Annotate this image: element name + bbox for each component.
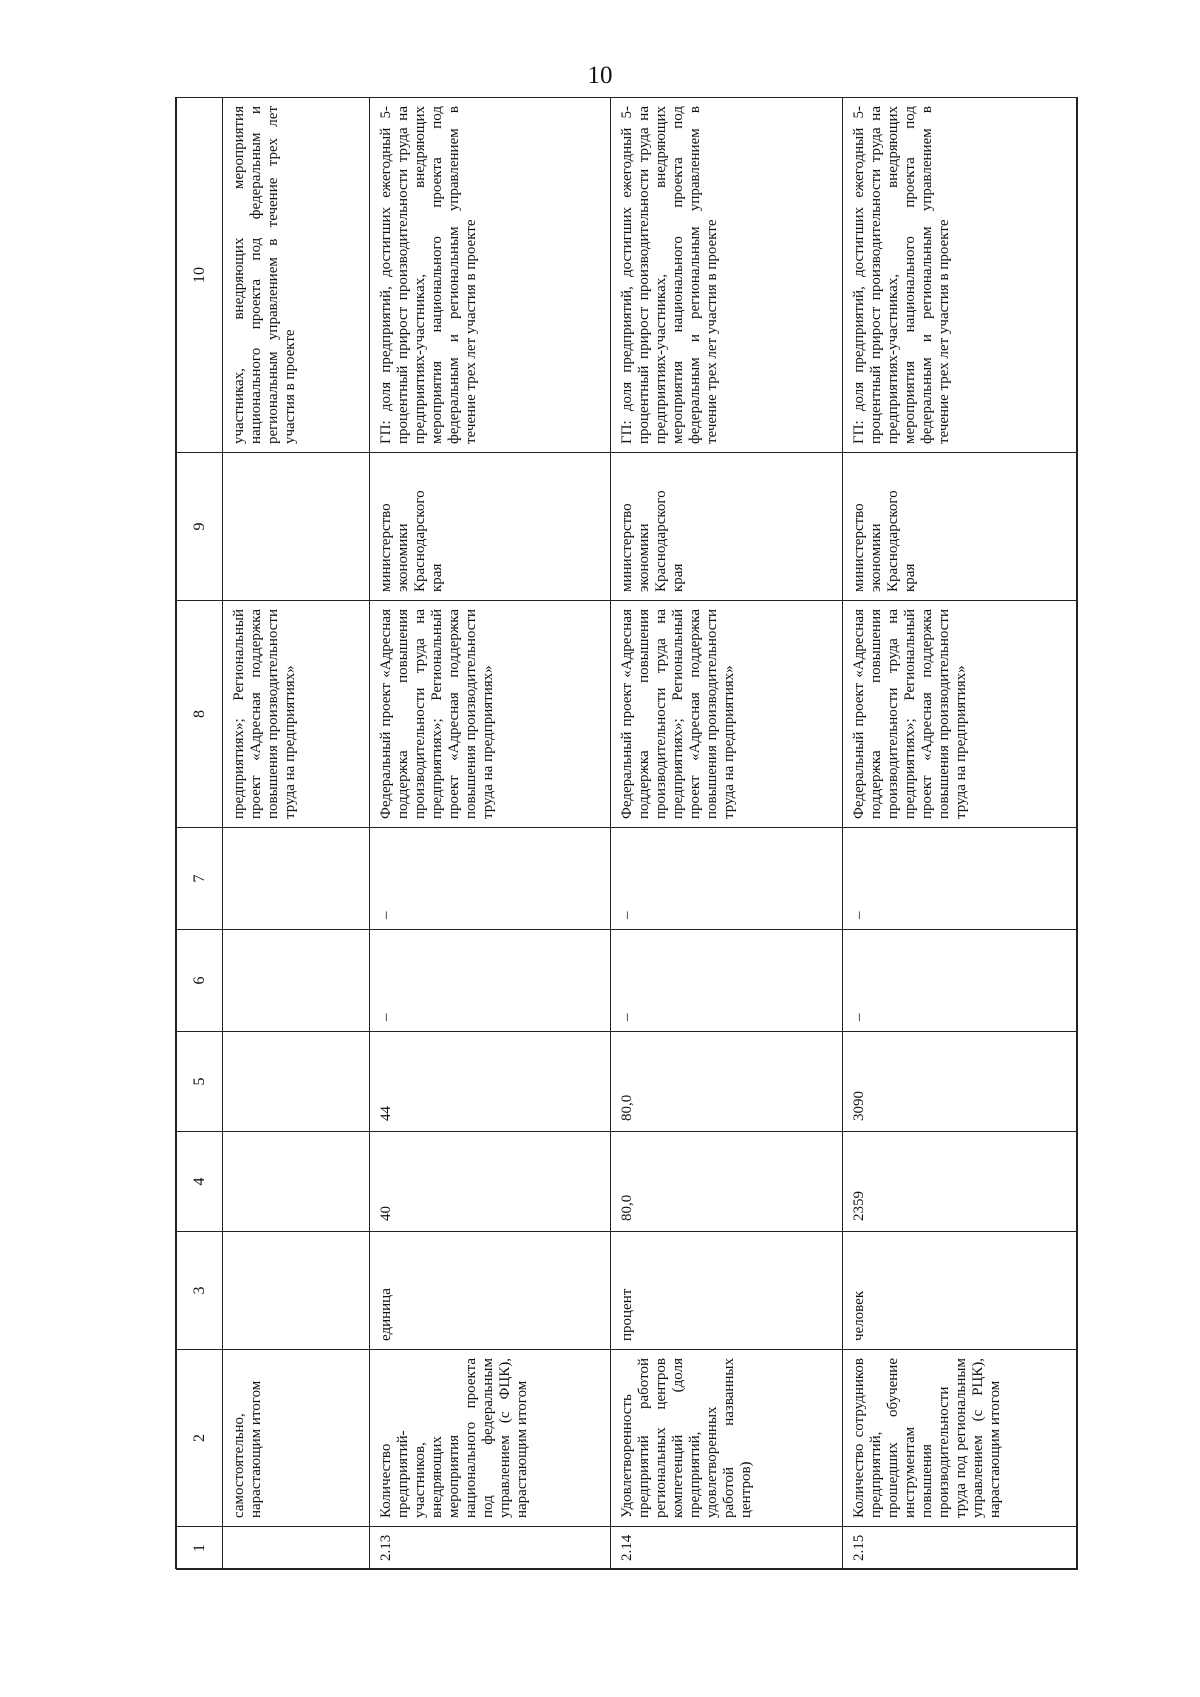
table-header-row <box>177 98 223 1570</box>
responsible-cell: министерство экономики Краснодарского края <box>843 453 1078 601</box>
project-cell: предприятиях»; Региональный проект «Адресная поддержка повышения производительности труда на предприятиях» <box>223 601 370 828</box>
header-cell-5: 5 <box>177 1032 223 1132</box>
indicators-table-frame <box>175 97 1077 1569</box>
header-cell-2: 2 <box>177 1350 223 1527</box>
header-cell-10: 10 <box>177 98 223 453</box>
table-row <box>610 98 843 1570</box>
relation-cell: участниках, внедряющих мероприятия национального проекта под федеральным и региональным управлением в течение трех лет участия в проекте <box>223 98 370 453</box>
header-cell-8: 8 <box>177 601 223 828</box>
indicators-table <box>176 97 1078 1570</box>
value-cell-col5: 80,0 <box>610 1032 843 1132</box>
value-cell-col4 <box>223 1132 370 1232</box>
indicator-name-cell: Удовлетворенность предприятий работой региональных центров компетенций (доля предприятий, удовлетворенных работой названных центров) <box>610 1350 843 1527</box>
responsible-cell <box>223 453 370 601</box>
value-cell-col5: 44 <box>370 1032 611 1132</box>
header-cell-3: 3 <box>177 1232 223 1350</box>
unit-cell: человек <box>843 1232 1078 1350</box>
unit-cell <box>223 1232 370 1350</box>
row-number-cell <box>223 1527 370 1570</box>
indicator-name-cell: Количество предприятий-участников, внедряющих мероприятия национального проекта под федеральным управлением (с ФЦК), нарастающим итогом <box>370 1350 611 1527</box>
value-cell-col6 <box>223 930 370 1032</box>
unit-cell: единица <box>370 1232 611 1350</box>
value-cell-col7 <box>223 828 370 930</box>
value-cell-col6: – <box>610 930 843 1032</box>
relation-cell: ГП: доля предприятий, достигших ежегодный 5-процентный прирост производительности труда на предприятиях-участниках, внедряющих мероприятия национального проекта под федеральным и региональным управлением в течение трех лет участия в проекте <box>843 98 1078 453</box>
project-cell: Федеральный проект «Адресная поддержка повышения производительности труда на предприятиях»; Региональный проект «Адресная поддержка повышения производительности труда на предприятиях» <box>610 601 843 828</box>
value-cell-col5 <box>223 1032 370 1132</box>
header-cell-1: 1 <box>177 1527 223 1570</box>
row-number-cell: 2.15 <box>843 1527 1078 1570</box>
value-cell-col7: – <box>843 828 1078 930</box>
rotated-table-container <box>176 98 1078 1570</box>
responsible-cell: министерство экономики Краснодарского края <box>370 453 611 601</box>
value-cell-col5: 3090 <box>843 1032 1078 1132</box>
value-cell-col4: 2359 <box>843 1132 1078 1232</box>
project-cell: Федеральный проект «Адресная поддержка повышения производительности труда на предприятиях»; Региональный проект «Адресная поддержка повышения производительности труда на предприятиях» <box>843 601 1078 828</box>
value-cell-col4: 40 <box>370 1132 611 1232</box>
table-row <box>223 98 370 1570</box>
relation-cell: ГП: доля предприятий, достигших ежегодный 5-процентный прирост производительности труда на предприятиях-участниках, внедряющих мероприятия национального проекта под федеральным и региональным управлением в течение трех лет участия в проекте <box>610 98 843 453</box>
header-cell-4: 4 <box>177 1132 223 1232</box>
relation-cell: ГП: доля предприятий, достигших ежегодный 5-процентный прирост производительности труда на предприятиях-участниках, внедряющих мероприятия национального проекта под федеральным и региональным управлением в течение трех лет участия в проекте <box>370 98 611 453</box>
responsible-cell: министерство экономики Краснодарского края <box>610 453 843 601</box>
table-row <box>843 98 1078 1570</box>
header-cell-6: 6 <box>177 930 223 1032</box>
project-cell: Федеральный проект «Адресная поддержка повышения производительности труда на предприятиях»; Региональный проект «Адресная поддержка повышения производительности труда на предприятиях» <box>370 601 611 828</box>
unit-cell: процент <box>610 1232 843 1350</box>
value-cell-col6: – <box>843 930 1078 1032</box>
indicator-name-cell: самостоятельно, нарастающим итогом <box>223 1350 370 1527</box>
value-cell-col4: 80,0 <box>610 1132 843 1232</box>
table-row <box>370 98 611 1570</box>
row-number-cell: 2.13 <box>370 1527 611 1570</box>
header-cell-9: 9 <box>177 453 223 601</box>
header-cell-7: 7 <box>177 828 223 930</box>
value-cell-col7: – <box>370 828 611 930</box>
row-number-cell: 2.14 <box>610 1527 843 1570</box>
value-cell-col6: – <box>370 930 611 1032</box>
value-cell-col7: – <box>610 828 843 930</box>
page-number: 10 <box>587 62 613 89</box>
indicator-name-cell: Количество сотрудников предприятий, прошедших обучение инструментам повышения производительности труда под региональным управлением (с РЦК), нарастающим итогом <box>843 1350 1078 1527</box>
